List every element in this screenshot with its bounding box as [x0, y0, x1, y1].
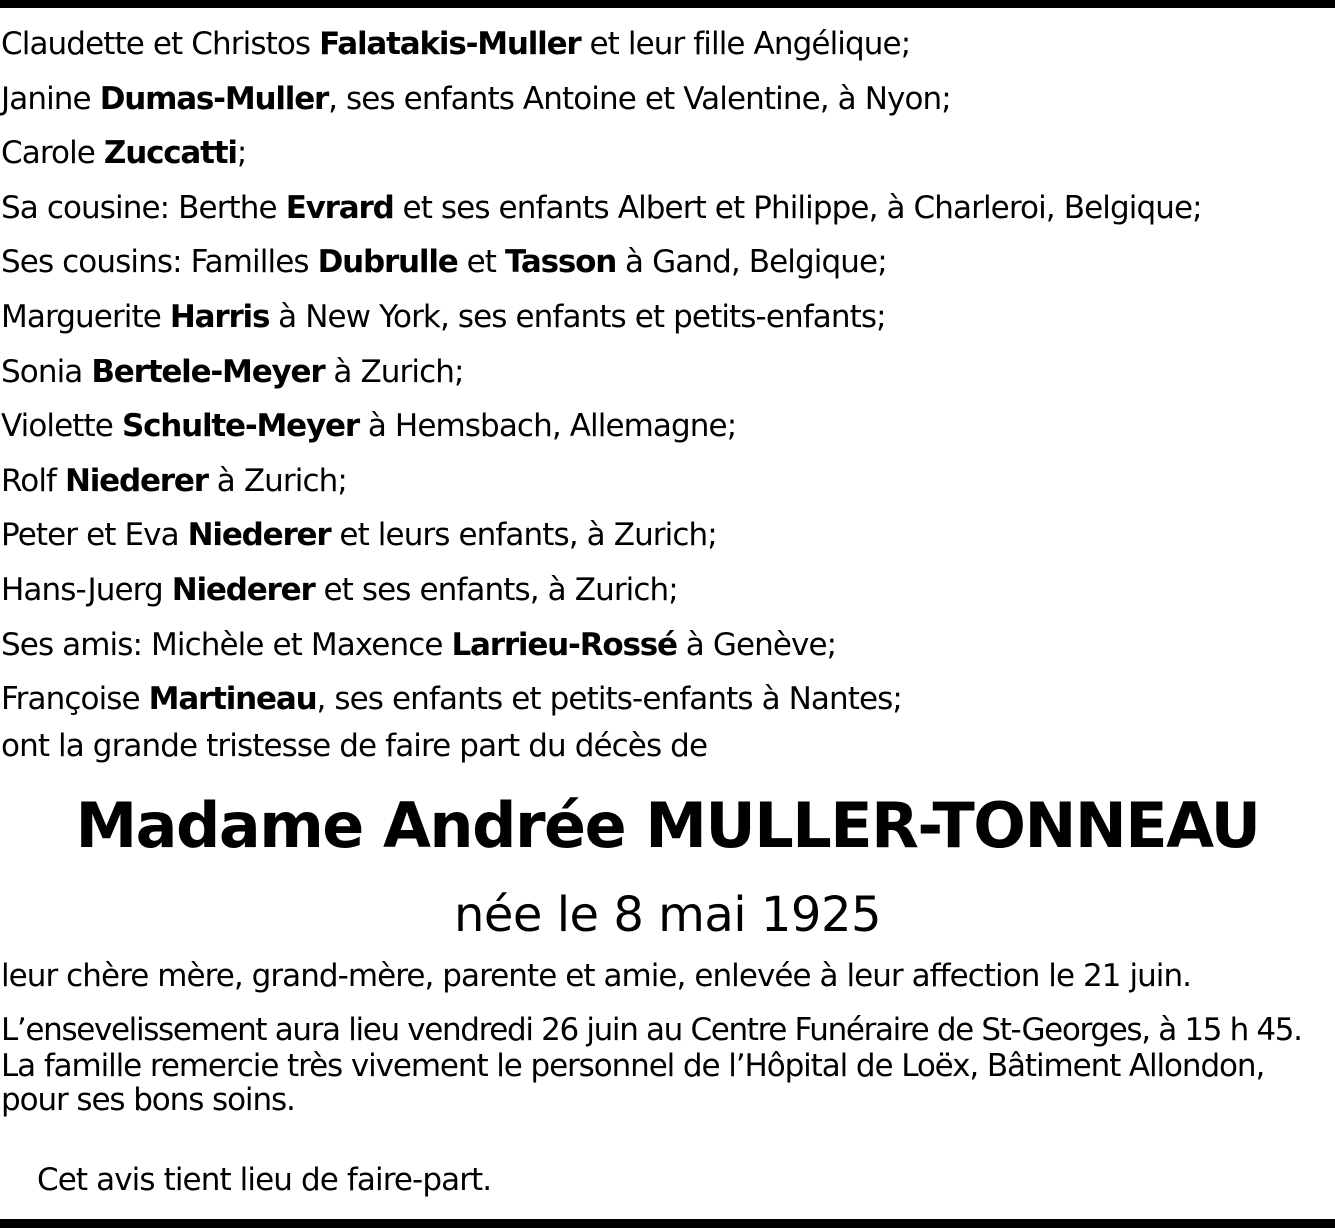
mourner-line: Janine Dumas-Muller, ses enfants Antoine et Valentine, à Nyon; — [1, 80, 951, 117]
mourner-line: Marguerite Harris à New York, ses enfants et petits-enfants; — [1, 298, 886, 335]
family-name: Harris — [169, 298, 270, 335]
mourner-line: Carole Zuccatti; — [1, 135, 247, 172]
family-name: Dubrulle — [317, 244, 458, 281]
family-name: Dumas-Muller — [99, 80, 329, 117]
thanks-line-2: pour ses bons soins. — [1, 1082, 295, 1118]
family-name: Martineau — [148, 681, 317, 718]
mourner-line: Sa cousine: Berthe Evrard et ses enfants Albert et Philippe, à Charleroi, Belgique; — [1, 189, 1202, 226]
mourner-line: Hans-Juerg Niederer et ses enfants, à Zurich; — [1, 571, 678, 608]
mourners-list — [1, 17, 1202, 727]
thanks-line-1: La famille remercie très vivement le personnel de l’Hôpital de Loëx, Bâtiment Allondon, — [1, 1048, 1265, 1084]
thanks-paragraph — [1, 1038, 1264, 1117]
deceased-name: Madame Andrée MULLER-TONNEAU — [75, 789, 1260, 862]
mourner-line: Sonia Bertele-Meyer à Zurich; — [1, 353, 464, 390]
mourner-line: Françoise Martineau, ses enfants et petits-enfants à Nantes; — [1, 681, 902, 718]
mourner-line: Rolf Niederer à Zurich; — [1, 462, 347, 499]
family-name: Niederer — [187, 517, 331, 554]
mourner-line: Violette Schulte-Meyer à Hemsbach, Allemagne; — [1, 408, 737, 445]
family-name: Larrieu-Rossé — [451, 626, 677, 663]
burial-paragraph: L’ensevelissement aura lieu vendredi 26 juin au Centre Funéraire de St-Georges, à 15 h 45. — [1, 1012, 1302, 1048]
top-rule — [0, 0, 1335, 8]
family-name: Evrard — [285, 189, 394, 226]
family-name: Schulte-Meyer — [121, 408, 359, 445]
family-name: Zuccatti — [103, 135, 237, 172]
bottom-rule — [0, 1219, 1335, 1228]
family-name: Tasson — [504, 244, 617, 281]
family-name: Bertele-Meyer — [91, 353, 325, 390]
affection-paragraph: leur chère mère, grand-mère, parente et amie, enlevée à leur affection le 21 juin. — [1, 958, 1192, 994]
notice-text: Cet avis tient lieu de faire-part. — [37, 1162, 492, 1198]
mourner-line: Ses cousins: Familles Dubrulle et Tasson à Gand, Belgique; — [1, 244, 887, 281]
mourner-line: Claudette et Christos Falatakis-Muller et leur fille Angélique; — [1, 26, 911, 62]
mourner-line: Ses amis: Michèle et Maxence Larrieu-Rossé à Genève; — [1, 626, 837, 663]
family-name: Niederer — [65, 462, 208, 499]
family-name: Niederer — [171, 571, 315, 608]
mourner-line: Peter et Eva Niederer et leurs enfants, à Zurich; — [1, 517, 717, 554]
announcement-intro: ont la grande tristesse de faire part du décès de — [1, 728, 708, 764]
family-name: Falatakis-Muller — [319, 26, 581, 62]
birth-date: née le 8 mai 1925 — [453, 887, 882, 943]
